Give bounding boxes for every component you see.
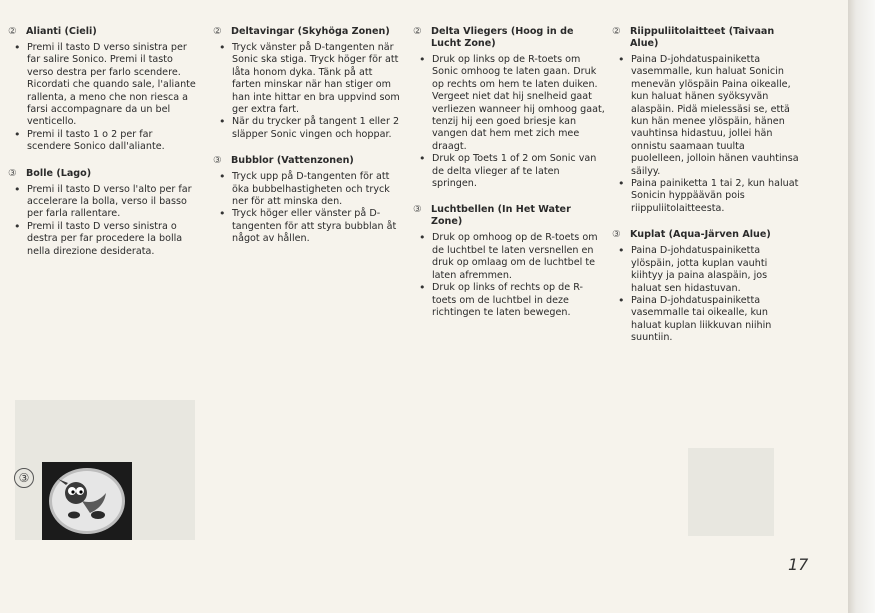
section-title (213, 26, 403, 38)
bullet-list (8, 42, 196, 154)
section (8, 168, 196, 258)
section-title (413, 26, 605, 50)
section (612, 26, 800, 215)
bullet-item: • När du trycker på tangent 1 eller 2 släpper Sonic vingen och hoppar. (213, 116, 403, 141)
section-heading: Bubblor (Vattenzonen) (231, 155, 354, 167)
section-number: ② (612, 26, 621, 37)
section (8, 26, 196, 154)
bullet-item: • Premi il tasto 1 o 2 per far scendere Sonico dall'aliante. (8, 129, 196, 154)
bullet-list (612, 54, 800, 215)
bullet-item: • Premi il tasto D verso sinistra per far salire Sonico. Premi il tasto verso destra per farlo scendere. Ricordati che quando sale, l'aliante rallenta, a meno che non riesca a farsi accompagnare da un bel venticello. (8, 42, 196, 129)
bullet-list (612, 245, 800, 344)
section-heading: Kuplat (Aqua-Järven Alue) (630, 229, 771, 241)
section (413, 204, 605, 319)
section-number: ③ (213, 155, 222, 167)
text-column (213, 26, 403, 260)
section-title (213, 155, 403, 167)
bullet-item: • Premi il tasto D verso sinistra o destra per far procedere la bolla nella direzione desiderata. (8, 221, 196, 258)
section-title (8, 168, 196, 180)
sonic-figure-icon (52, 471, 122, 531)
section-title (8, 26, 196, 38)
page-number: 17 (788, 555, 809, 574)
bullet-item: • Tryck vänster på D-tangenten när Sonic ska stiga. Tryck höger för att låta honom dyka. Tänk på att farten minskar när han stiger om han inte hittar en bra uppvind som ger extra fart. (213, 42, 403, 116)
bullet-list (413, 54, 605, 190)
section-number: ② (8, 26, 17, 37)
page-edge (848, 0, 875, 613)
section-heading: Riippuliitolaitteet (Taivaan Alue) (630, 26, 775, 49)
section-heading: Luchtbellen (In Het Water Zone) (431, 204, 571, 228)
bullet-item: • Paina D-johdatuspainiketta ylöspäin, jotta kuplan vauhti kiihtyy ja paina alaspäin, jos haluat sen hidastuvan. (612, 245, 800, 295)
text-column (8, 26, 196, 272)
bullet-item: • Druk op omhoog op de R-toets om de luchtbel te laten versnellen en druk op omlaag om de luchtbel te laten afremmen. (413, 232, 605, 282)
section-heading: Deltavingar (Skyhöga Zonen) (231, 26, 390, 37)
bullet-item: • Paina D-johdatuspainiketta vasemmalle, kun haluat Sonicin menevän ylöspäin Paina oikealle, kun haluat hänen syöksyvän alaspäin. Pidä mielessäsi se, että kun hän menee ylöspäin, hänen vauhtinsa hidastuu, jollei hän onnistu saamaan tuulta puolelleen, jolloin hänen vauhtinsa säilyy. (612, 54, 800, 178)
bullet-list (8, 184, 196, 258)
text-column (612, 26, 800, 359)
section-number: ② (413, 26, 422, 37)
section-title (413, 204, 605, 228)
bullet-item: • Paina D-johdatuspainiketta vasemmalle tai oikealle, kun haluat kuplan liikkuvan niihin suuntiin. (612, 295, 800, 345)
text-column (413, 26, 605, 333)
section (213, 155, 403, 245)
section-title (612, 26, 800, 50)
section-heading: Alianti (Cieli) (26, 26, 97, 37)
section-number: ③ (413, 204, 422, 216)
bullet-list (213, 171, 403, 245)
bullet-item: • Tryck höger eller vänster på D-tangenten för att styra bubblan åt något av hållen. (213, 208, 403, 245)
bullet-item: • Paina painiketta 1 tai 2, kun haluat Sonicin hyppäävän pois riippuliitolaitteesta. (612, 178, 800, 215)
section-heading: Delta Vliegers (Hoog in de Lucht Zone) (431, 26, 574, 49)
section-number: ③ (8, 167, 17, 179)
sonic-bubble-screenshot (42, 462, 132, 540)
bullet-item: • Druk op Toets 1 of 2 om Sonic van de delta vlieger af te laten springen. (413, 153, 605, 190)
bullet-item: • Druk op links of rechts op de R-toets om de luchtbel in deze richtingen te laten bewegen. (413, 282, 605, 319)
section (213, 26, 403, 141)
bullet-item: • Tryck upp på D-tangenten för att öka bubbelhastigheten och tryck ner för att minska den. (213, 171, 403, 208)
bullet-list (413, 232, 605, 319)
section-title (612, 229, 800, 241)
section-heading: Bolle (Lago) (26, 167, 92, 179)
bleed-through-image (688, 448, 774, 536)
bubble-circle (49, 468, 125, 534)
bullet-list (213, 42, 403, 141)
section (413, 26, 605, 190)
section-number: ② (213, 26, 222, 37)
bullet-item: • Premi il tasto D verso l'alto per far accelerare la bolla, verso il basso per farla rallentare. (8, 184, 196, 221)
figure-number: ③ (14, 468, 34, 488)
section-number: ③ (612, 229, 621, 241)
section (612, 229, 800, 344)
bullet-item: • Druk op links op de R-toets om Sonic omhoog te laten gaan. Druk op rechts om hem te laten duiken. Vergeet niet dat hij snelheid gaat verliezen wanneer hij omhoog gaat, tenzij hij een goed briesje kan vangen dat hem met zich mee draagt. (413, 54, 605, 153)
